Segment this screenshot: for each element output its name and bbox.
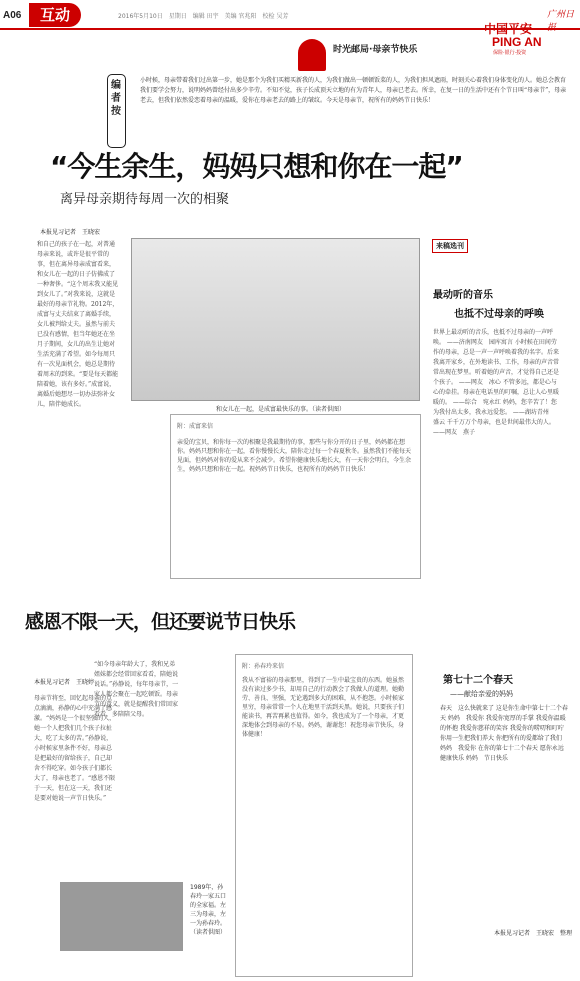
brand-logo-cn: 中国平安 xyxy=(484,22,533,36)
page-meta: 2016年5月10日 星期日 编辑 田宇 美编 官兆阳 校检 吴芳 xyxy=(118,13,289,20)
poem-title: 第七十二个春天 xyxy=(443,675,513,686)
poem-subtitle: ——献给亲爱的妈妈 xyxy=(450,690,513,698)
editor-note-text: 小时候，母亲带着我们过出第一步，她是那个为我们买精买新我的人，为我们做出一顿顿饭菜的人，为我们担风遮雨，时刻关心着我们身体变化的人。她总会教育我们要学会努力，说明妈妈曾经付出多少辛劳。不知不觉，孩子长成顶天立地的有为青年人，母亲已老去。所幸，在复一日的生活中还有个节日叫“母亲节”，母亲老去，但我们依然爱恋着母亲的温暖，爱你在母亲老去的路上的皱纹。今天是母亲节，祝所有的妈妈节日快乐！ xyxy=(140,77,567,104)
column-name: 时光邮局·母亲节快乐 xyxy=(333,45,418,55)
sidebar-tag: 来稿选刊 xyxy=(432,239,468,253)
sidebar-title-2: 也抵不过母亲的呼唤 xyxy=(454,309,544,320)
story2-title: 感恩不限一天，但还要说节日快乐 xyxy=(25,611,296,633)
story2-letter-label: 附：孙春玲来信 xyxy=(242,663,285,670)
story1-letter-box xyxy=(170,414,421,579)
story1-subtitle: 离异母亲期待每周一次的相聚 xyxy=(60,192,230,207)
postbox-icon xyxy=(298,39,326,71)
page-number: A06 xyxy=(3,10,22,21)
poem-credit: 本报见习记者 王晓宏 整理 xyxy=(494,930,573,937)
story1-letter-label: 附：成富来信 xyxy=(177,423,214,430)
story1-body: 和自己的孩子在一起，对普通母亲来说，或许是很平常的事，但在离异母亲成富看来，和女儿在一起的日子仿佛成了一种奢侈。“这个周末我又能见到女儿了。”对我来说，这就是最好的母亲节礼物。2012年，成富与丈夫结束了离婚手续，女儿被判给丈夫。虽然与前夫已没有感情，但当年她还在坐月子期间，女儿的出生让她对生活充满了希望。如今每周只有一次见面机会，她总是期待着周末的到来。“要是每天都能陪着她，该有多好。”成富说，离婚后她想尽一切办法弥补女儿，陪伴她成长。 xyxy=(37,241,119,408)
story2-photo-caption: 1989年，孙春玲一家五口的全家福。左三为母亲，左一为孙春玲。（读者供图） xyxy=(190,884,227,936)
story2-letter-box xyxy=(235,654,413,977)
story2-letter-text: 我从不富裕的母亲那里，得到了一生中最宝贵的东西。她虽然没有读过多少书，却用自己的行动教会了我做人的道理。她勤劳、善良、坚强，无论遇到多大的困难，从不抱怨。小时候家里穷，母亲常常一个人在地里干活到天黑。她说，只要孩子们能读书，再苦再累也值得。如今，我也成为了一个母亲，才更深地体会到母亲的不易。妈妈，谢谢您！祝您母亲节快乐，身体健康！ xyxy=(242,677,405,738)
newspaper-logo: 广州日报 xyxy=(547,10,575,33)
story1-title: “今生余生，妈妈只想和你在一起” xyxy=(50,150,463,183)
brand-logo-en: PING AN xyxy=(492,35,542,49)
mother-daughter-photo xyxy=(131,238,420,401)
editor-note-label: 编者按 xyxy=(111,80,121,117)
story2-body-2: “如今母亲年龄大了，我和兄弟姐妹都会经常回家看看，陪她说说话。”孙静说，每年母亲节，一家人都会聚在一起吃顿饭。母亲节的意义，就是提醒我们常回家看看，多陪陪父母。 xyxy=(94,661,179,718)
sidebar-body: 世界上最动听的音乐，也抵不过母亲的一声呼唤。 ——济南网友 园库寓言 小时候在田间劳作的母亲，总是一声一声呼唤着我的名字。后来我离开家乡，在外地读书、工作，母亲的声音常常出现在梦里。听着她的声音，才觉得自己还是个孩子。 ——网友 冰心 不管多远，都是心与心的牵挂。母亲在电话里的叮嘱，总让人心里暖暖的。 ——综合 宛永红 妈妈，您辛苦了！您为我付出太多，我永远爱您。 ——湖坊青州 盛云 千千万万个母亲，也是世间最伟大的人。 ——网友 燕子 xyxy=(433,329,559,436)
story2-body: 母亲节将至，回忆起母亲的点点滴滴，孙静的心中充满了感激。“妈妈是一个很坚强的人，她一个人把我们几个孩子拉扯大，吃了太多的苦。”孙静说，小时候家里条件不好，母亲总是把最好的留给孩子，自己却舍不得吃穿。如今孩子们都长大了，母亲也老了。“感恩不限于一天，但在这一天，我们还是要对她说一声节日快乐。” xyxy=(34,695,116,802)
family-photo xyxy=(60,882,183,951)
sidebar-title-1: 最动听的音乐 xyxy=(433,290,493,301)
story1-letter-text: 亲爱的宝贝，和你每一次的相聚是我最期待的事，那些与你分开的日子里，妈妈都在想你。妈妈只想和你在一起，看你慢慢长大，陪你走过每一个春夏秋冬。虽然我们不能每天见面，但妈妈对你的爱从来不会减少。希望你健康快乐地长大，有一天你会明白，今生余生，妈妈只想和你在一起。祝妈妈节日快乐，也祝所有的妈妈节日快乐！ xyxy=(177,439,412,473)
story1-photo-caption: 和女儿在一起，是成富最快乐的事。（读者供图） xyxy=(216,406,346,413)
story1-byline: 本报见习记者 王晓宏 xyxy=(40,229,101,236)
poem-text: 春天 这么快就来了 这是你生命中第七十二个春天 妈妈 我爱你 我爱你宽厚的手掌 我爱你温暖的怀抱 我爱你慈祥的笑容 我爱你的唠叨和叮咛 你用一生把我们养大 你把所有的爱都给了我们 妈妈 我爱你 在你的第七十二个春天 愿你永远健康快乐 妈妈 节日快乐 xyxy=(440,705,568,762)
story2-byline: 本报见习记者 王晓婷 xyxy=(34,679,95,686)
section-title: 互动 xyxy=(29,3,81,27)
brand-tagline: 保险·银行·投资 xyxy=(493,50,527,56)
